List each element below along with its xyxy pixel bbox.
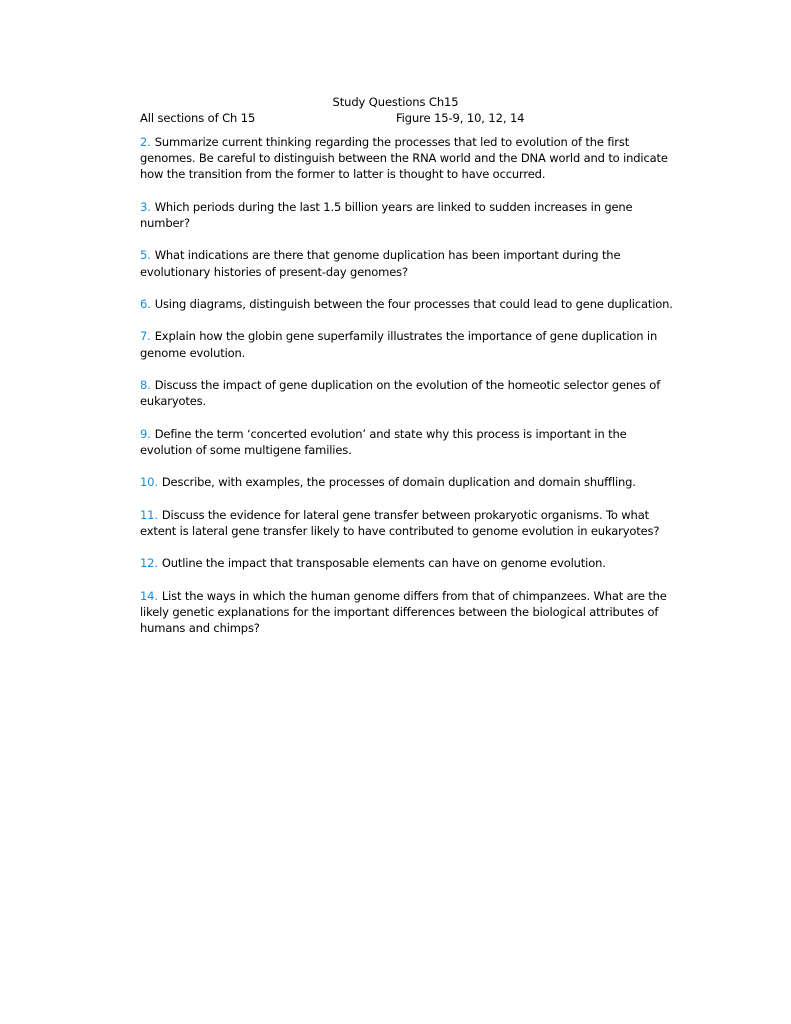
question-text: Describe, with examples, the processes of domain duplication and domain shuffling. — [161, 475, 636, 490]
question-number: 6. — [140, 296, 151, 311]
question-text: Using diagrams, distinguish between the four processes that could lead to gene duplication. — [154, 296, 673, 311]
question-number: 2. — [140, 135, 151, 149]
question-item — [140, 474, 680, 490]
question-number: 8. — [140, 377, 151, 392]
figures-label: Figure 15-9, 10, 12, 14 — [396, 111, 525, 125]
question-text: Discuss the evidence for lateral gene transfer between prokaryotic organisms. To what extent is lateral gene transfer likely to have contributed to genome evolution in eukaryotes? — [140, 507, 660, 538]
question-text: Define the term ‘concerted evolution’ and state why this process is important in the evolution of some multigene families. — [140, 426, 627, 457]
question-number: 3. — [140, 199, 151, 214]
question-text: Summarize current thinking regarding the processes that led to evolution of the first genomes. Be careful to distinguish between the RNA world and the DNA world and to indicate how the transition from the former to latter is thought to have occurred. — [140, 135, 668, 182]
question-number: 11. — [140, 507, 158, 522]
question-text: Outline the impact that transposable elements can have on genome evolution. — [161, 556, 606, 571]
question-item — [140, 247, 680, 279]
question-item — [140, 426, 680, 458]
question-item — [140, 199, 680, 231]
question-text: Discuss the impact of gene duplication on the evolution of the homeotic selector genes of eukaryotes. — [140, 377, 661, 409]
question-number: 10. — [140, 475, 158, 490]
question-list — [140, 134, 680, 652]
question-item — [140, 328, 680, 360]
question-number: 14. — [140, 588, 158, 603]
question-text: List the ways in which the human genome differs from that of chimpanzees. What are the likely genetic explanations for the important differences between the biological attributes of humans and chimps? — [140, 588, 667, 635]
question-text: Explain how the globin gene superfamily illustrates the importance of gene duplication in genome evolution. — [140, 329, 658, 360]
question-number: 7. — [140, 329, 151, 344]
question-number: 12. — [140, 556, 158, 571]
document-title: Study Questions Ch15 — [332, 95, 459, 109]
question-number: 9. — [140, 426, 151, 441]
question-number: 5. — [140, 248, 151, 263]
question-item — [140, 377, 680, 409]
question-item — [140, 507, 680, 539]
question-item — [140, 588, 680, 637]
question-text: Which periods during the last 1.5 billion years are linked to sudden increases in gene number? — [140, 199, 633, 230]
sections-label: All sections of Ch 15 — [140, 111, 256, 125]
question-item — [140, 134, 680, 183]
question-item — [140, 296, 680, 312]
question-item — [140, 555, 680, 571]
question-text: What indications are there that genome duplication has been important during the evolutionary histories of present-day genomes? — [140, 248, 621, 279]
